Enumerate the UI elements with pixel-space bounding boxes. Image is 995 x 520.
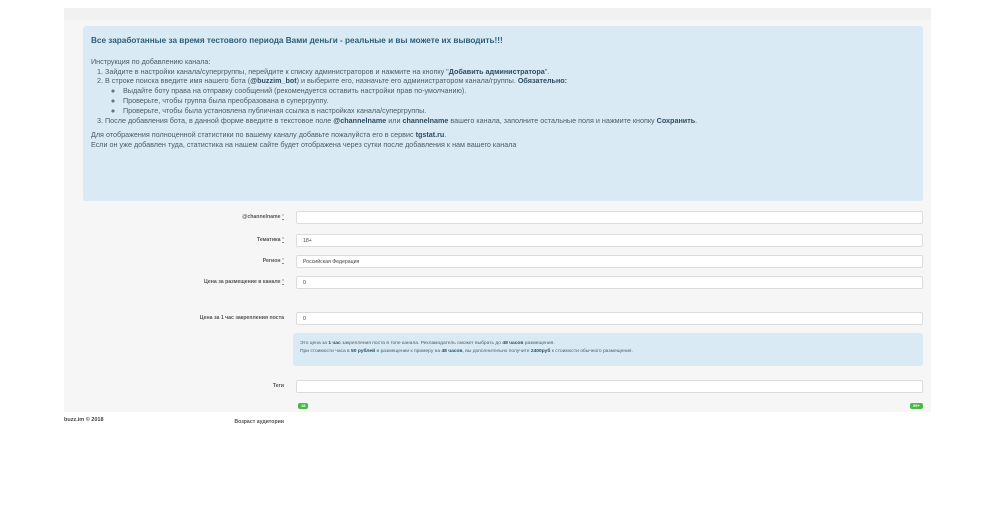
topic-label: Тематика * [256, 237, 284, 243]
instructions-title: Инструкция по добавлению канала: [91, 56, 211, 66]
subitem-1: ◦ Выдайте боту права на отправку сообщений (рекомендуется оставить настройки прав по-умолчанию). [123, 86, 915, 96]
tags-input[interactable] [296, 380, 923, 393]
top-bar [64, 8, 931, 20]
age-label: Возраст аудитории [234, 419, 284, 425]
footer-copyright: buzz.im © 2018 [64, 417, 104, 423]
headline: Все заработанные за время тестового периода Вами деньги - реальные и вы можете их выводить!!! [91, 36, 503, 45]
channelname-row [64, 211, 931, 225]
price-row [64, 276, 931, 290]
pin-price-input[interactable]: 0 [296, 312, 923, 325]
age-max-handle[interactable]: 99+ [910, 403, 923, 409]
stat-note-2: Если он уже добавлен туда, статистика на нашем сайте будет отображена через сутки после добавления к нам вашего канала [91, 140, 517, 150]
pin-price-label: Цена за 1 час закрепления поста [199, 315, 284, 321]
topic-row [64, 234, 931, 248]
price-label: Цена за размещение в канале * [204, 279, 284, 285]
pin-price-hint [293, 333, 923, 366]
channelname-input[interactable] [296, 211, 923, 224]
step-2: 2. В строке поиска введите имя нашего бота (@buzzim_bot) и выберите его, назначьте его администратором канала/группы. Обязательно: ◦ Выдайте боту права на отправку сообщений (рекомендуется оставить настройки прав по-умолчанию). ◦ Проверьте, чтобы группа была преобразована в супергруппу. ◦ Проверьте, чтобы была установлена публичная ссылка в настройках канала/супергруппы. [105, 76, 915, 115]
topic-select[interactable]: 18+ [296, 234, 923, 247]
hint-line-2: При стоимости часа в 50 рублей и размещении к примеру на 48 часов, вы дополнительно получите 2400руб к стоимости обычного размещения. [300, 349, 633, 354]
pin-price-row [64, 312, 931, 326]
region-label: Регион * [262, 258, 284, 264]
subitem-2: ◦ Проверьте, чтобы группа была преобразована в супергруппу. [123, 96, 915, 106]
region-row [64, 255, 931, 269]
hint-line-1: Это цена за 1 час закрепления поста в топе канала. Рекламодатель сможет выбрать до 48 часов размещения. [300, 341, 555, 346]
stat-note: Для отображения полноценной статистики по вашему каналу добавьте пожалуйста его в сервис tgstat.ru. [91, 130, 447, 140]
channelname-label: @channelname * [242, 214, 284, 220]
price-input[interactable]: 0 [296, 276, 923, 289]
region-select[interactable]: Российская Федерация [296, 255, 923, 268]
instruction-steps [91, 67, 915, 126]
tags-row [64, 380, 931, 394]
tgstat-link[interactable]: tgstat.ru [415, 130, 445, 140]
step-1: 1. Зайдите в настройки канала/супергруппы, перейдите к списку администраторов и нажмите на кнопку "Добавить администратора". [105, 67, 915, 77]
bot-name: @buzzim_bot [250, 76, 297, 86]
subitem-3: ◦ Проверьте, чтобы была установлена публичная ссылка в настройках канала/супергруппы. [123, 106, 915, 116]
step-2-subitems [105, 86, 915, 115]
tags-label: Теги [272, 383, 284, 389]
age-slider[interactable] [300, 407, 920, 408]
age-min-handle[interactable]: 18 [298, 403, 308, 409]
step-3: 3. После добавления бота, в данной форме введите в текстовое поле @channelname или channelname вашего канала, заполните остальные поля и нажмите кнопку Сохранить. [105, 116, 915, 126]
instruction-box [83, 26, 923, 201]
